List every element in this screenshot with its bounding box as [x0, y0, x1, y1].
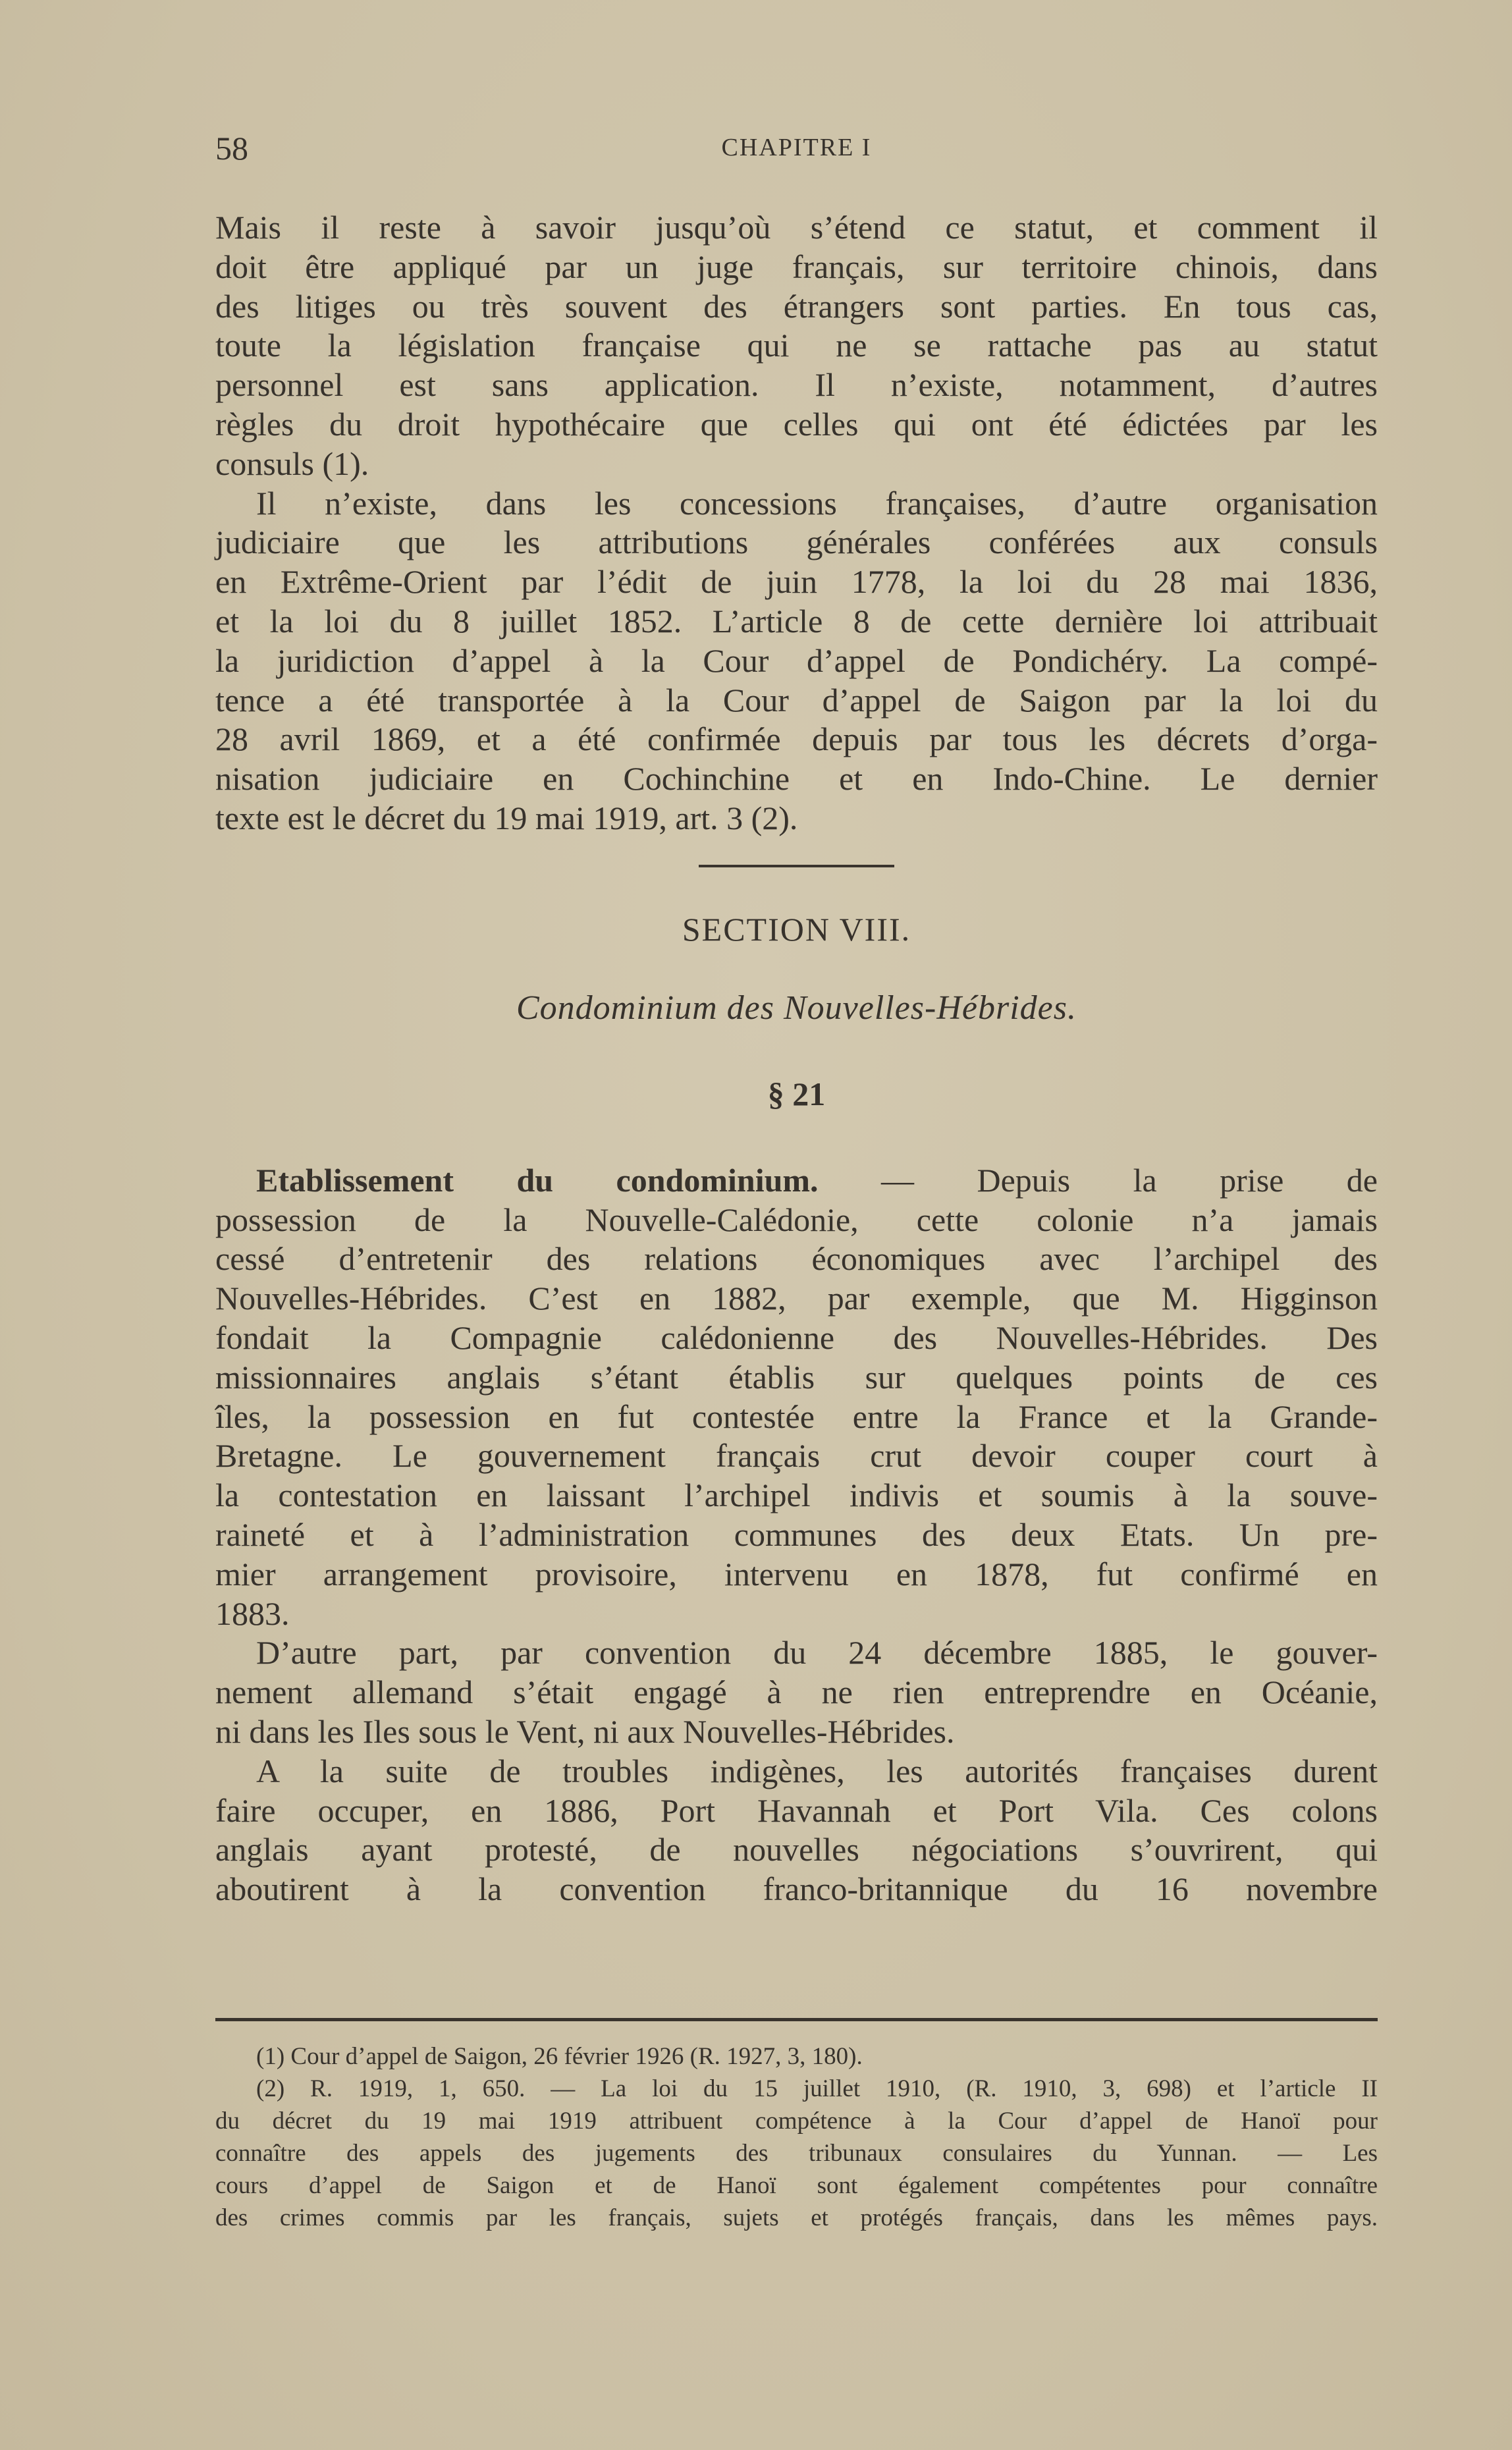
line-text: des litiges ou très souvent des étrangers sont parties. En tous cas,	[215, 287, 1378, 325]
line-text: possession de la Nouvelle-Calédonie, cette colonie n’a jamais	[215, 1201, 1378, 1238]
text-line	[215, 1791, 1378, 1831]
line-text: (2) R. 1919, 1, 650. — La loi du 15 juillet 1910, (R. 1910, 3, 698) et l’article II	[256, 2075, 1378, 2102]
text-line	[215, 1319, 1378, 1358]
line-text: (1) Cour d’appel de Saigon, 26 février 1926 (R. 1927, 3, 180).	[256, 2043, 863, 2070]
footnote	[215, 2073, 1378, 2234]
text-line	[215, 287, 1378, 327]
text-line	[215, 445, 1378, 484]
text-line	[215, 523, 1378, 562]
line-text: cours d’appel de Saigon et de Hanoï sont également compétentes pour connaître	[215, 2172, 1378, 2199]
line-text: 28 avril 1869, et a été confirmée depuis par tous les décrets d’orga-	[215, 721, 1378, 758]
line-text: texte est le décret du 19 mai 1919, art. 3 (2).	[215, 799, 798, 836]
section-subtitle: Condominium des Nouvelles-Hébrides.	[516, 989, 1077, 1027]
footnote	[215, 2040, 1378, 2073]
paragraph-mark: § 21	[767, 1075, 826, 1112]
line-text: et la loi du 8 juillet 1852. L’article 8 de cette dernière loi attribuait	[215, 602, 1378, 640]
text-line	[215, 759, 1378, 799]
text-line	[215, 1633, 1378, 1673]
paragraph	[215, 484, 1378, 838]
text-line	[215, 2040, 1378, 2073]
line-text: mier arrangement provisoire, intervenu en 1878, fut confirmé en	[215, 1555, 1378, 1592]
footnotes	[215, 2040, 1378, 2234]
line-text: connaître des appels des jugements des tribunaux consulaires du Yunnan. — Les	[215, 2140, 1378, 2167]
text-line	[215, 2169, 1378, 2202]
text-line	[215, 1161, 1378, 1201]
footnote-divider	[215, 2018, 1378, 2021]
text-line	[215, 1436, 1378, 1476]
line-text: judiciaire que les attributions générales conférées aux consuls	[215, 524, 1378, 561]
line-text: — Depuis la prise de	[818, 1161, 1378, 1199]
text-line	[215, 484, 1378, 524]
text-line	[215, 799, 1378, 838]
text-line	[215, 1555, 1378, 1594]
running-title: CHAPITRE I	[721, 134, 872, 161]
line-text: des crimes commis par les français, sujets et protégés français, dans les mêmes pays.	[215, 2204, 1378, 2231]
text-line	[215, 1752, 1378, 1791]
text-line	[215, 1398, 1378, 1437]
text-line	[215, 681, 1378, 721]
line-text: la contestation en laissant l’archipel indivis et soumis à la souve-	[215, 1477, 1378, 1514]
text-line	[215, 326, 1378, 366]
line-text: consuls (1).	[215, 445, 369, 482]
line-text: Il n’existe, dans les concessions françaises, d’autre organisation	[256, 484, 1378, 522]
line-text: aboutirent à la convention franco-britannique du 16 novembre	[215, 1870, 1378, 1908]
text-line	[215, 1594, 1378, 1634]
line-text: toute la législation française qui ne se rattache pas au statut	[215, 327, 1378, 364]
text-line	[215, 1279, 1378, 1319]
page-number: 58	[215, 130, 248, 167]
paragraph-lead: Etablissement du condominium.	[256, 1161, 819, 1199]
text-line	[215, 366, 1378, 405]
line-text: nisation judiciaire en Cochinchine et en Indo-Chine. Le dernier	[215, 760, 1378, 798]
text-line	[215, 562, 1378, 602]
line-text: Mais il reste à savoir jusqu’où s’étend ce statut, et comment il	[215, 209, 1378, 246]
text-line	[215, 208, 1378, 248]
text-line	[215, 405, 1378, 445]
line-text: en Extrême-Orient par l’édit de juin 1778, la loi du 28 mai 1836,	[215, 563, 1378, 601]
line-text: doit être appliqué par un juge français, sur territoire chinois, dans	[215, 248, 1378, 285]
text-line	[215, 2105, 1378, 2137]
line-text: Nouvelles-Hébrides. C’est en 1882, par exemple, que M. Higginson	[215, 1280, 1378, 1317]
text-line	[215, 1358, 1378, 1398]
line-text: la juridiction d’appel à la Cour d’appel de Pondichéry. La compé-	[215, 641, 1378, 679]
line-text: 1883.	[215, 1594, 290, 1632]
text-line	[215, 2137, 1378, 2169]
text-line	[215, 1870, 1378, 1909]
line-text: personnel est sans application. Il n’existe, notamment, d’autres	[215, 366, 1378, 404]
section-divider	[699, 865, 894, 867]
bottom-paragraphs	[215, 1161, 1378, 1909]
line-text: fondait la Compagnie calédonienne des Nouvelles-Hébrides. Des	[215, 1319, 1378, 1356]
line-text: missionnaires anglais s’étant établis sur quelques points de ces	[215, 1358, 1378, 1396]
text-line	[215, 1476, 1378, 1515]
line-text: nement allemand s’était engagé à ne rien entreprendre en Océanie,	[215, 1674, 1378, 1711]
line-text: du décret du 19 mai 1919 attribuent compétence à la Cour d’appel de Hanoï pour	[215, 2108, 1378, 2135]
line-text: D’autre part, par convention du 24 décembre 1885, le gouver-	[256, 1634, 1378, 1672]
paragraph	[215, 1633, 1378, 1751]
text-line	[215, 1673, 1378, 1712]
line-text: faire occuper, en 1886, Port Havannah et Port Vila. Ces colons	[215, 1791, 1378, 1829]
paragraph	[215, 1752, 1378, 1909]
text-line	[215, 2202, 1378, 2234]
line-text: Bretagne. Le gouvernement français crut devoir couper court à	[215, 1437, 1378, 1475]
line-text: raineté et à l’administration communes des deux Etats. Un pre-	[215, 1515, 1378, 1553]
paragraph	[215, 1161, 1378, 1634]
text-line	[215, 2073, 1378, 2105]
text-line	[215, 248, 1378, 287]
page-header	[215, 129, 1378, 169]
text-line	[215, 1515, 1378, 1555]
text-line	[215, 602, 1378, 641]
line-text: règles du droit hypothécaire que celles qui ont été édictées par les	[215, 405, 1378, 443]
line-text: tence a été transportée à la Cour d’appel de Saigon par la loi du	[215, 681, 1378, 719]
line-text: ni dans les Iles sous le Vent, ni aux Nouvelles-Hébrides.	[215, 1712, 955, 1750]
text-line	[215, 641, 1378, 681]
text-line	[215, 1239, 1378, 1279]
page-body	[215, 208, 1378, 1909]
text-line	[215, 1201, 1378, 1240]
text-line	[215, 720, 1378, 759]
text-line	[215, 1830, 1378, 1870]
top-paragraphs	[215, 208, 1378, 838]
paragraph	[215, 208, 1378, 484]
line-text: cessé d’entretenir des relations économiques avec l’archipel des	[215, 1240, 1378, 1278]
section-heading: SECTION VIII.	[682, 910, 911, 948]
text-line	[215, 1712, 1378, 1752]
line-text: îles, la possession en fut contestée entre la France et la Grande-	[215, 1398, 1378, 1435]
line-text: anglais ayant protesté, de nouvelles négociations s’ouvrirent, qui	[215, 1831, 1378, 1868]
line-text: A la suite de troubles indigènes, les autorités françaises durent	[256, 1752, 1378, 1789]
